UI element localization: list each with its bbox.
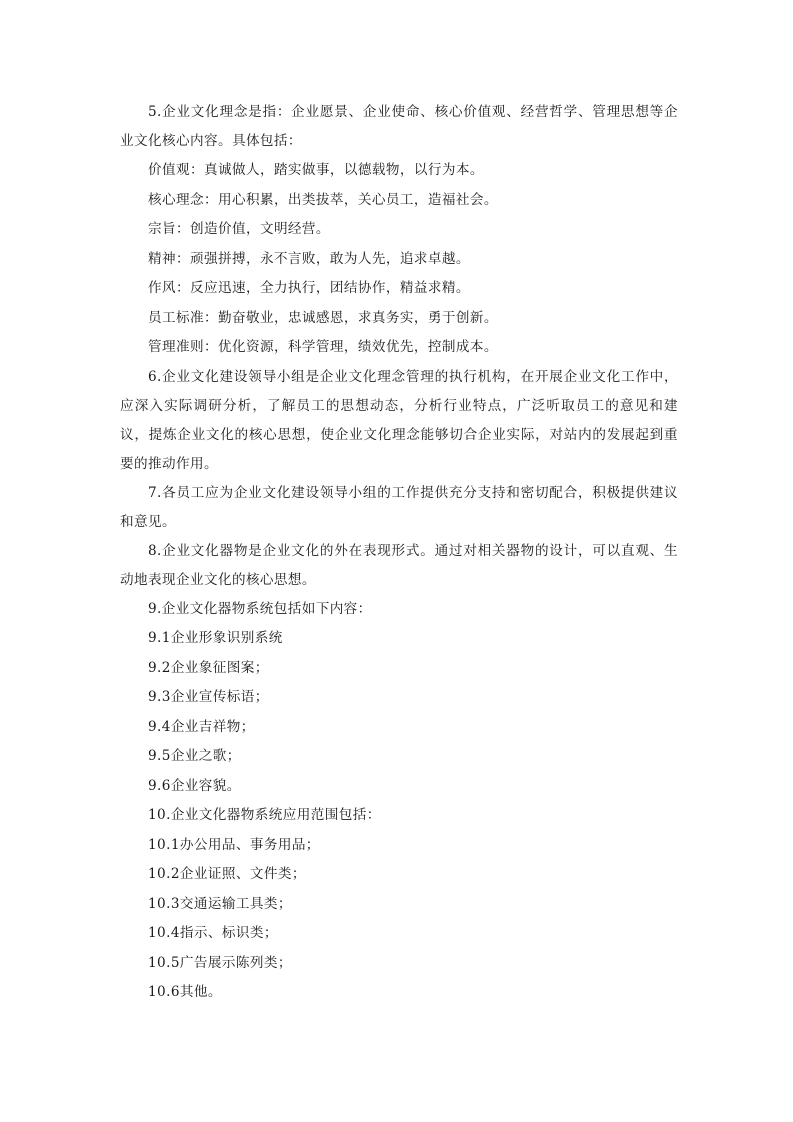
item-10-3: 10.3交通运输工具类； [148, 895, 292, 912]
item-staff-standard: 员工标准：勤奋敬业，忠诚感恩，求真务实，勇于创新。 [148, 309, 498, 326]
item-style: 作风：反应迅速，全力执行，团结协作，精益求精。 [148, 280, 470, 296]
item-10-2: 10.2企业证照、文件类； [148, 866, 306, 882]
item-9-6: 9.6企业容貌。 [148, 777, 241, 794]
item-purpose: 宗旨：创造价值，文明经营。 [148, 221, 330, 237]
item-9-3: 9.3企业宣传标语； [148, 689, 269, 705]
item-10-4: 10.4指示、标识类； [148, 925, 278, 941]
paragraph-8-culture-artifacts: 8.企业文化器物是企业文化的外在表现形式。通过对相关器物的设计，可以直观、生动地表现企业文化的核心思想。 [120, 542, 678, 588]
paragraph-9-artifact-system: 9.企业文化器物系统包括如下内容： [148, 600, 372, 617]
item-10-1: 10.1办公用品、事务用品； [148, 836, 320, 853]
item-9-1: 9.1企业形象识别系统 [148, 630, 283, 646]
item-9-2: 9.2企业象征图案； [148, 659, 269, 676]
item-10-5: 10.5广告展示陈列类； [148, 954, 292, 971]
document-page [120, 98, 678, 1008]
item-values: 价值观：真诚做人，踏实做事，以德载物，以行为本。 [148, 162, 484, 178]
item-spirit: 精神：顽强拼搏，永不言败，敢为人先，追求卓越。 [148, 250, 470, 267]
item-management-rules: 管理准则：优化资源，科学管理，绩效优先，控制成本。 [148, 339, 498, 355]
item-9-4: 9.4企业吉祥物； [148, 718, 255, 735]
item-core-concept: 核心理念：用心积累，出类拔萃，关心员工，造福社会。 [148, 191, 498, 208]
paragraph-6-leading-group: 6.企业文化建设领导小组是企业文化理念管理的执行机构，在开展企业文化工作中，应深入实际调研分析，了解员工的思想动态，分析行业特点，广泛听取员工的意见和建议，提炼企业文化的核心思想，使企业文化理念能够切合企业实际，对站内的发展起到重要的推动作用。 [120, 368, 678, 472]
paragraph-7-staff-support: 7.各员工应为企业文化建设领导小组的工作提供充分支持和密切配合，积极提供建议和意见。 [120, 484, 678, 530]
paragraph-5-culture-concept: 5.企业文化理念是指：企业愿景、企业使命、核心价值观、经营哲学、管理思想等企业文化核心内容。具体包括： [120, 104, 678, 149]
paragraph-10-application-scope: 10.企业文化器物系统应用范围包括： [148, 807, 381, 823]
item-10-6: 10.6其他。 [148, 984, 222, 1000]
item-9-5: 9.5企业之歌； [148, 748, 241, 764]
